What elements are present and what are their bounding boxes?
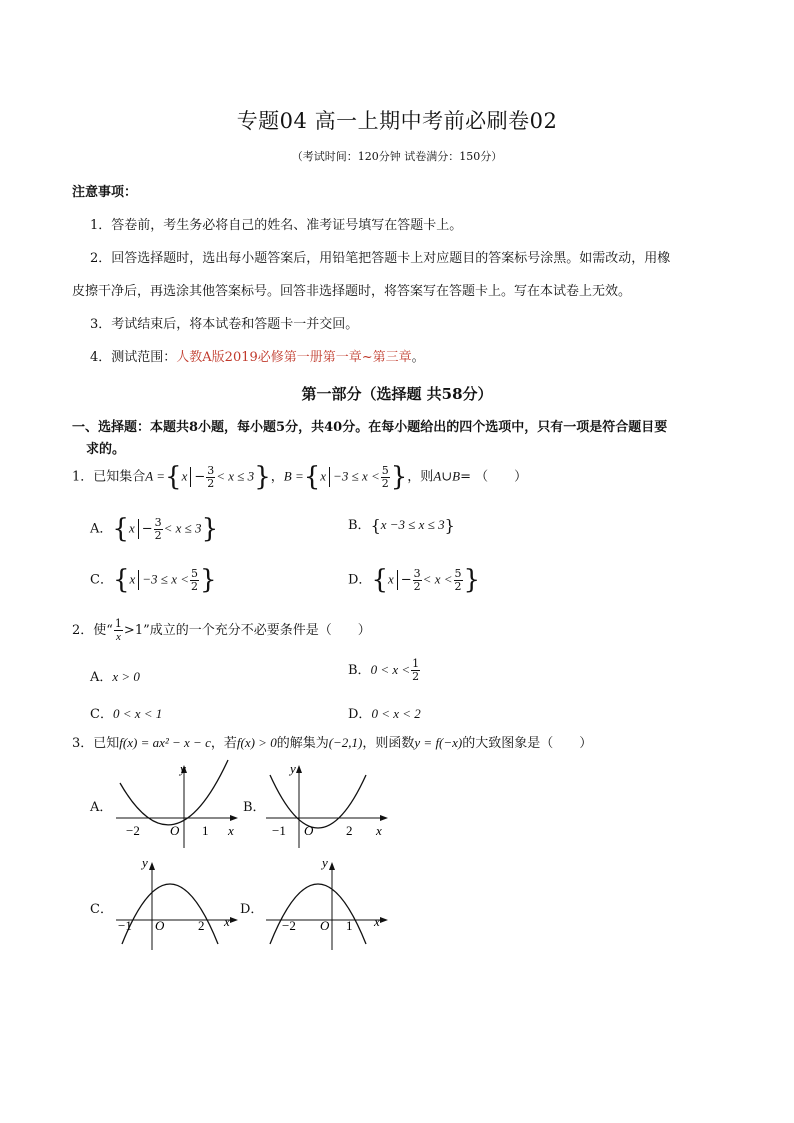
q2-option-a-label: A．	[90, 670, 113, 685]
q3-cond: f(x) > 0	[236, 735, 277, 750]
notice-item-4	[90, 346, 425, 365]
q2-option-b-label: B．	[348, 663, 371, 678]
x-label: x	[228, 823, 234, 838]
q3-suffix: 的大致图象是（ ）	[462, 736, 593, 751]
q1-minus: −	[194, 469, 206, 485]
q2-option-d[interactable]	[348, 703, 421, 722]
q1-b-den: 2	[381, 476, 389, 490]
notice-item-4-suffix: 。	[411, 350, 425, 365]
parabola-curve	[120, 760, 228, 825]
x-label: x	[376, 823, 382, 838]
q3-option-c-label[interactable]: C．	[90, 902, 113, 917]
section-text: 本题共8小题，每小题5分，共40分。在每小题给出的四个选项中，只有一项是符合题目要	[150, 420, 668, 435]
q2b-num: 1	[412, 657, 420, 670]
q2-option-a-body: x > 0	[112, 669, 140, 684]
q1-frac-den: 2	[207, 476, 215, 490]
q3-mid: ，若	[210, 736, 237, 751]
q1a-x: x	[128, 520, 135, 536]
y-label: y	[322, 855, 328, 870]
parabola-curve	[270, 884, 366, 944]
q2-prefix: 2．使“	[72, 623, 113, 638]
q3-fx: f(x) = ax² − x − c	[119, 735, 211, 750]
q1-x-b: x	[320, 468, 327, 484]
q2-option-b-body: 0 < x <	[370, 662, 411, 677]
q2-option-c-label: C．	[90, 707, 113, 722]
y-arrow	[149, 862, 155, 870]
left-root-label: −1	[118, 918, 132, 933]
q1d-minus: −	[400, 572, 412, 588]
q1-option-a[interactable]: A．{x − $\frac{3}{2}$ < x ≤ 3}	[90, 514, 219, 544]
q1c-x: x	[129, 571, 136, 587]
q2-gt1: >1	[123, 623, 144, 638]
left-root-label: −2	[282, 918, 296, 933]
q1d-den2: 2	[454, 579, 462, 593]
q2-num: 1	[114, 617, 122, 630]
q1-option-c[interactable]: C．{x −3 ≤ x < $\frac{5}{2}$ }	[90, 565, 217, 595]
q3-graph-d[interactable]	[262, 852, 392, 952]
origin-label: O	[320, 918, 330, 933]
notice-item-4-prefix: 4．测试范围：	[90, 350, 177, 365]
q1-num: 1．已知集合	[72, 469, 146, 485]
exam-info: （考试时间：120分钟 试卷满分：150分）	[291, 150, 503, 163]
q3-graph-c[interactable]	[112, 852, 242, 952]
q1-option-b[interactable]: B．{x −3 ≤ x ≤ 3}	[348, 516, 455, 535]
section-intro-line1	[72, 416, 667, 435]
q3-graph-a[interactable]	[112, 755, 242, 851]
x-arrow	[230, 815, 238, 821]
q1a-num: 3	[154, 515, 162, 529]
q1-union: A∪B	[433, 468, 461, 484]
q1d-num: 3	[413, 566, 421, 580]
x-arrow	[380, 815, 388, 821]
left-root-label: −2	[126, 823, 140, 838]
q3-mid2: 的解集为	[276, 736, 329, 751]
q3-mid3: ，则函数	[362, 736, 415, 751]
q3-graph-b[interactable]	[262, 755, 392, 851]
right-root-label: 2	[346, 823, 353, 838]
right-root-label: 2	[198, 918, 205, 933]
parabola-curve	[270, 775, 366, 828]
origin-label: O	[155, 918, 165, 933]
q1-set-a-eq: A =	[145, 468, 166, 484]
question-3	[72, 732, 592, 751]
q1a-minus: −	[141, 521, 153, 537]
q1-b-num: 5	[381, 463, 389, 477]
q2-option-a[interactable]	[90, 666, 140, 685]
q3-option-d-label[interactable]: D．	[240, 902, 264, 917]
q3-prefix: 3．已知	[72, 736, 120, 751]
question-2	[72, 618, 371, 643]
q3-yfx: y = f(−x)	[414, 735, 463, 750]
q1c-cond: −3 ≤ x <	[142, 571, 189, 587]
x-arrow	[380, 917, 388, 923]
q1-option-d-label: D．	[348, 572, 372, 588]
q1-x: x	[181, 468, 188, 484]
q1-b-cond: −3 ≤ x <	[333, 468, 380, 484]
q1c-den: 2	[190, 579, 198, 593]
x-label: x	[224, 914, 230, 929]
right-root-label: 1	[202, 823, 209, 838]
notice-item-1: 1．答卷前，考生务必将自己的姓名、准考证号填写在答题卡上。	[90, 218, 463, 233]
y-label: y	[180, 761, 186, 776]
right-root-label: 1	[346, 918, 353, 933]
notice-item-2-line2: 皮擦干净后，再选涂其他答案标号。回答非选择题时，将答案写在答题卡上。写在本试卷上无效。	[72, 284, 632, 299]
q2-option-b[interactable]	[348, 658, 421, 683]
question-1: 1．已知集合A ={x − $\frac{3}{2}$ < x ≤ 3}，B ={x −3 ≤ x < $\frac{5}{2}$ }，则A∪B= （ ）	[72, 462, 528, 492]
q2-den: x	[115, 631, 121, 643]
part1-heading: 第一部分（选择题 共58分）	[301, 385, 493, 403]
q2b-den: 2	[412, 670, 420, 683]
section-lead: 一、选择题：	[72, 420, 151, 435]
q1d-x: x	[387, 571, 394, 587]
q1-tail: = （ ）	[460, 469, 528, 485]
q1-option-d[interactable]: D．{x − $\frac{3}{2}$ < x < $\frac{5}{2}$ }	[348, 565, 481, 595]
q1-option-a-label: A．	[90, 521, 113, 537]
q2-option-d-body: 0 < x < 2	[371, 706, 421, 721]
notice-item-2-line1: 2．回答选择题时，选出每小题答案后，用铅笔把答题卡上对应题目的答案标号涂黑。如需改动，用橡	[90, 251, 671, 266]
y-arrow	[329, 862, 335, 870]
origin-label: O	[170, 823, 180, 838]
x-label: x	[374, 914, 380, 929]
q1a-den: 2	[154, 528, 162, 542]
y-label: y	[290, 761, 296, 776]
page-title: 专题04 高一上期中考前必刷卷02	[236, 109, 558, 133]
q1-option-b-label: B．	[348, 518, 371, 533]
q1d-den: 2	[413, 579, 421, 593]
q3-option-b-label[interactable]: B．	[243, 800, 266, 815]
q2-option-c-body: 0 < x < 1	[112, 706, 163, 721]
q1c-num: 5	[190, 566, 198, 580]
q1d-num2: 5	[454, 566, 462, 580]
q1a-cond: < x ≤ 3	[163, 520, 202, 536]
q3-option-a-label[interactable]: A．	[90, 800, 113, 815]
q2-suffix: ”成立的一个充分不必要条件是（ ）	[143, 623, 371, 638]
test-scope: 人教A版2019必修第一册第一章~第三章	[176, 350, 412, 365]
origin-label: O	[304, 823, 314, 838]
q1-then: ，则	[407, 469, 434, 485]
q1-comma: ，	[270, 469, 284, 485]
q1-option-c-label: C．	[90, 572, 113, 588]
q1-a-cond: < x ≤ 3	[216, 468, 255, 484]
section-intro-line2: 求的。	[86, 442, 126, 457]
q1-frac-num: 3	[207, 463, 215, 477]
q1-set-b-eq: B =	[283, 468, 304, 484]
q1-option-b-body: x −3 ≤ x ≤ 3	[380, 517, 445, 532]
q3-interval: (−2,1)	[328, 735, 363, 750]
q2-option-c[interactable]	[90, 703, 162, 722]
q1d-mid: < x <	[422, 571, 453, 587]
notice-item-3: 3．考试结束后，将本试卷和答题卡一并交回。	[90, 317, 359, 332]
notice-heading: 注意事项：	[72, 185, 138, 200]
y-arrow	[296, 765, 302, 773]
left-root-label: −1	[272, 823, 286, 838]
parabola-curve	[122, 884, 218, 944]
q2-option-d-label: D．	[348, 707, 372, 722]
y-label: y	[142, 855, 148, 870]
x-arrow	[230, 917, 238, 923]
